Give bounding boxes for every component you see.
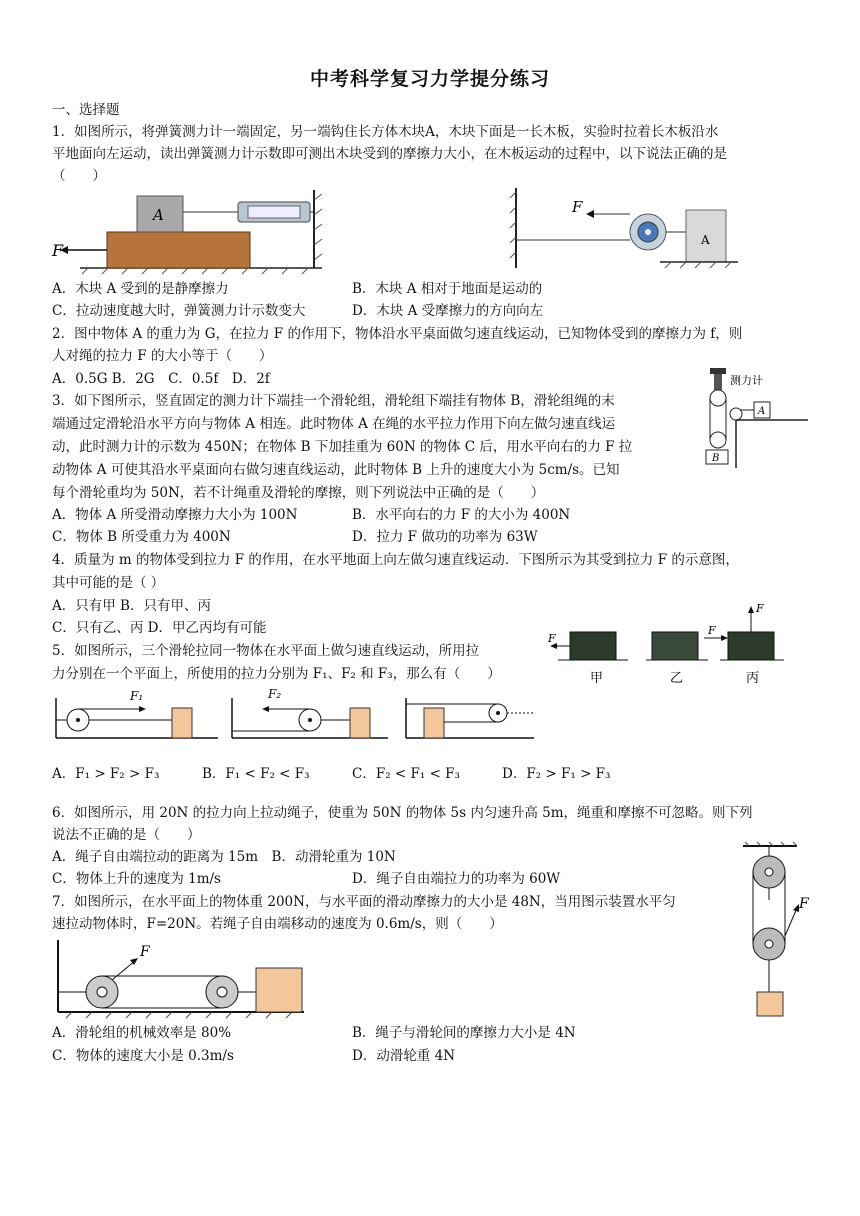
q3-option-c: C．物体 B 所受重力为 400N — [52, 529, 231, 545]
q6-option-d: D．绳子自由端拉力的功率为 60W — [352, 871, 561, 887]
q1-line-3: （ ） — [52, 168, 106, 184]
q2-line-2: 人对绳的拉力 F 的大小等于（ ） — [52, 348, 273, 364]
svg-text:F: F — [756, 602, 764, 615]
q3-line-4: 动物体 A 可使其沿水平桌面向右做匀速直线运动，此时物体 B 上升的速度大小为 5cm/s。已知 — [52, 462, 620, 478]
q1-block-a-label: A — [153, 206, 164, 224]
q7-option-d: D．动滑轮重 4N — [352, 1048, 456, 1064]
q4-case-yi — [646, 632, 708, 686]
q5-option-b: B．F₁ < F₂ < F₃ — [202, 766, 310, 782]
q4-line-2: 其中可能的是（ ） — [52, 575, 165, 591]
q3-option-a: A．物体 A 所受滑动摩擦力大小为 100N — [52, 507, 298, 523]
q3-line-5: 每个滑轮重均为 50N，若不计绳重及滑轮的摩擦，则下列说法中正确的是（ ） — [52, 485, 545, 501]
q1-line-2: 平地面向左运动，读出弹簧测力计示数即可测出木块受到的摩擦力大小，在木板运动的过程中，以下说法正确的是 — [52, 146, 727, 162]
q1r-force-label: F — [572, 198, 583, 216]
q6-figure — [735, 842, 825, 1018]
q2-options: A．0.5G B．2G C．0.5f D．2f — [52, 371, 270, 387]
q5-case-2 — [232, 687, 388, 738]
q6-option-c: C．物体上升的速度为 1m/s — [52, 871, 221, 887]
q1-option-d: D．木块 A 受摩擦力的方向向左 — [352, 303, 544, 319]
q4-label-yi: 乙 — [670, 671, 684, 686]
section-heading: 一、选择题 — [52, 102, 120, 118]
q6-line-1: 6．如图所示，用 20N 的拉力向上拉动绳子，使重为 50N 的物体 5s 内匀速升高 5m，绳重和摩擦不可忽略。则下列 — [52, 805, 753, 821]
q6-option-ab: A．绳子自由端拉动的距离为 15m B．动滑轮重为 10N — [52, 849, 396, 865]
q7-line-2: 速拉动物体时，F=20N。若绳子自由端移动的速度为 0.6m/s，则（ ） — [52, 916, 503, 932]
q7-option-c: C．物体的速度大小是 0.3m/s — [52, 1048, 234, 1064]
q5-figure — [52, 686, 537, 748]
q4-case-jia — [547, 632, 628, 686]
q3-figure — [700, 368, 810, 468]
q3-option-b: B．水平向右的力 F 的大小为 400N — [352, 507, 571, 523]
q4-label-jia: 甲 — [590, 671, 604, 686]
q4-options-2: C．只有乙、丙 D．甲乙丙均有可能 — [52, 620, 267, 636]
q1r-block-a-label: A — [701, 233, 710, 247]
svg-text:F: F — [708, 624, 716, 637]
q3-meter-label: 测力计 — [730, 374, 763, 387]
q1-figure-right — [510, 188, 740, 268]
q5-option-a: A．F₁ > F₂ > F₃ — [52, 766, 160, 782]
q4-label-bing: 丙 — [746, 671, 760, 686]
q3-option-d: D．拉力 F 做功的功率为 63W — [352, 529, 538, 545]
q3-block-a-label: A — [758, 406, 766, 417]
q3-block-b-label: B — [712, 453, 720, 464]
page-title: 中考科学复习力学提分练习 — [309, 68, 550, 90]
q5-option-d: D．F₂ > F₁ > F₃ — [502, 766, 611, 782]
q4-figure — [548, 602, 788, 688]
svg-text:F: F — [548, 632, 556, 645]
q5-label-f1: F₁ — [130, 689, 144, 703]
q7-option-a: A．滑轮组的机械效率是 80% — [52, 1025, 232, 1041]
svg-text:F: F — [140, 944, 150, 960]
q4-case-bing — [704, 602, 784, 686]
q3-line-1: 3．如下图所示，竖直固定的测力计下端挂一个滑轮组，滑轮组下端挂有物体 B，滑轮组绳的末 — [52, 393, 615, 409]
q1-option-b: B．木块 A 相对于地面是运动的 — [352, 281, 543, 297]
q2-line-1: 2．图中物体 A 的重力为 G，在拉力 F 的作用下，物体沿水平桌面做匀速直线运动，已知物体受到的摩擦力为 f，则 — [52, 326, 743, 342]
q4-options-1: A．只有甲 B．只有甲、丙 — [52, 598, 211, 614]
q5-option-c: C．F₂ < F₁ < F₃ — [352, 766, 460, 782]
q7-line-1: 7．如图所示，在水平面上的物体重 200N，与水平面的滑动摩擦力的大小是 48N，当用图示装置水平匀 — [52, 894, 676, 910]
q3-line-3: 动，此时测力计的示数为 450N；在物体 B 下加挂重为 60N 的物体 C 后，用水平向右的力 F 拉 — [52, 439, 633, 455]
q5-line-1: 5．如图所示，三个滑轮拉同一物体在水平面上做匀速直线运动，所用拉 — [52, 643, 480, 659]
q1-line-1: 1．如图所示，将弹簧测力计一端固定，另一端钩住长方体木块A，木块下面是一长木板，实验时拉着长木板沿水 — [52, 124, 719, 140]
svg-text:F: F — [799, 896, 809, 912]
q4-line-1: 4．质量为 m 的物体受到拉力 F 的作用，在水平地面上向左做匀速直线运动．下图所示为其受到拉力 F 的示意图， — [52, 552, 739, 568]
q7-figure — [52, 940, 307, 1018]
q1-option-c: C．拉动速度越大时，弹簧测力计示数变大 — [52, 303, 306, 319]
q5-label-f2: F₂ — [268, 687, 282, 701]
q6-line-2: 说法不正确的是（ ） — [52, 827, 201, 843]
q1-figure-left — [52, 190, 332, 275]
q5-line-2: 力分别在一个平面上，所使用的拉力分别为 F₁、F₂ 和 F₃，那么有（ ） — [52, 666, 501, 682]
q5-case-1 — [56, 689, 218, 738]
q1-option-a: A．木块 A 受到的是静摩擦力 — [52, 281, 229, 297]
q1-force-label: F — [52, 241, 64, 260]
q7-option-b: B．绳子与滑轮间的摩擦力大小是 4N — [352, 1025, 576, 1041]
q3-line-2: 端通过定滑轮沿水平方向与物体 A 相连。此时物体 A 在绳的水平拉力作用下向左做匀速直线运 — [52, 416, 616, 432]
q5-case-3 — [406, 698, 534, 738]
